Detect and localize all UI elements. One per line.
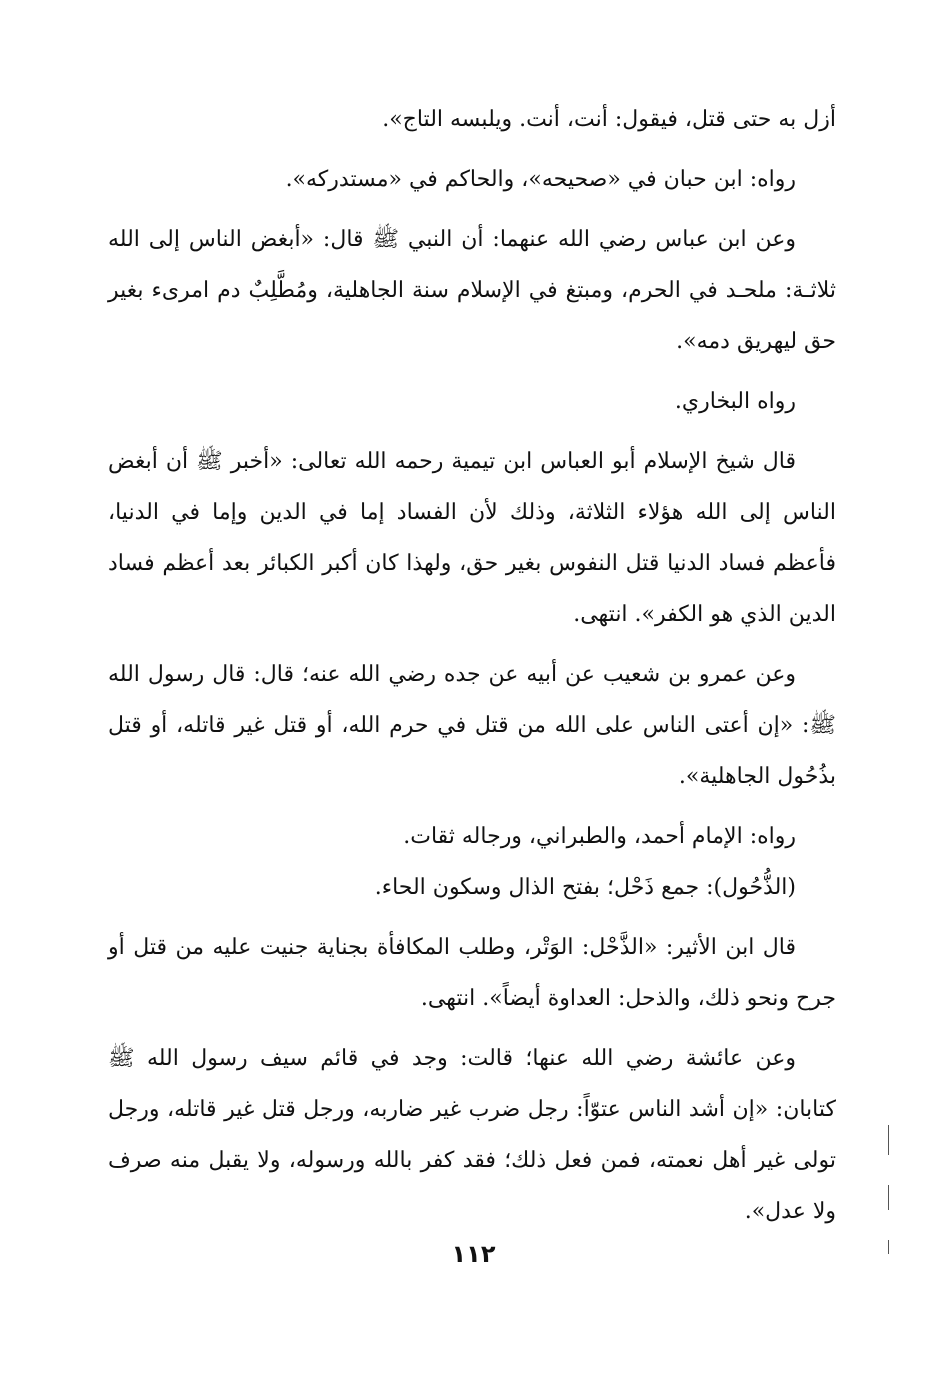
margin-mark [888, 1125, 889, 1155]
paragraph-source-ahmad: رواه: الإمام أحمد، والطبراني، ورجاله ثقات. [403, 824, 796, 849]
paragraph-ibn-taymiyyah: قال شيخ الإسلام أبو العباس ابن تيمية رحمه الله تعالى: «أخبر ﷺ أن أبغض الناس إلى الله هؤلاء الثلاثة، وذلك لأن الفساد إما في الدين وإما في الدنيا، فأعظم فساد الدنيا قتل النفوس بغير حق، ولهذا كان أكبر الكبائر بعد أعظم فساد الدين الذي هو الكفر». انتهى. [108, 449, 836, 627]
paragraph-hadith-amr: وعن عمرو بن شعيب عن أبيه عن جده رضي الله عنه؛ قال: قال رسول الله ﷺ: «إن أعتى الناس على الله من قتل في حرم الله، أو قتل غير قاتله، أو قتل بذُحُول الجاهلية». [108, 662, 836, 789]
paragraph-hadith-aisha: وعن عائشة رضي الله عنها؛ قالت: وجد في قائم سيف رسول الله ﷺ كتابان: «إن أشد الناس عتوّاً: رجل ضرب غير ضاربه، ورجل قتل غير قاتله، ورجل تولى غير أهل نعمته، فمن فعل ذلك؛ فقد كفر بالله ورسوله، ولا يقبل منه صرف ولا عدل». [108, 1046, 836, 1224]
paragraph-hadith-ibn-abbas: وعن ابن عباس رضي الله عنهما: أن النبي ﷺ قال: «أبغض الناس إلى الله ثلاثـة: ملحـد في الحرم، ومبتغ في الإسلام سنة الجاهلية، ومُطَّلِبٌ دم امرىء بغير حق ليهريق دمه». [108, 227, 836, 354]
paragraph-continuation: أزل به حتى قتل، فيقول: أنت، أنت. ويلبسه التاج». [382, 107, 836, 132]
paragraph-ibn-al-athir: قال ابن الأثير: «الذَّحْل: الوَتْر، وطلب المكافأة بجناية جنيت عليه من قتل أو جرح ونحو ذلك، والذحل: العداوة أيضاً». انتهى. [108, 935, 836, 1011]
paragraph-source-ibn-hibban: رواه: ابن حبان في «صحيحه»، والحاكم في «مستدركه». [285, 167, 796, 192]
page-number: ١١٢ [451, 1240, 496, 1268]
paragraph-source-bukhari: رواه البخاري. [674, 389, 796, 414]
margin-mark [888, 1185, 889, 1210]
page-body [108, 94, 836, 1246]
margin-mark [888, 1240, 889, 1254]
paragraph-definition-dhuhul: (الذُّحُول): جمع ذَحْل؛ بفتح الذال وسكون الحاء. [374, 875, 796, 900]
